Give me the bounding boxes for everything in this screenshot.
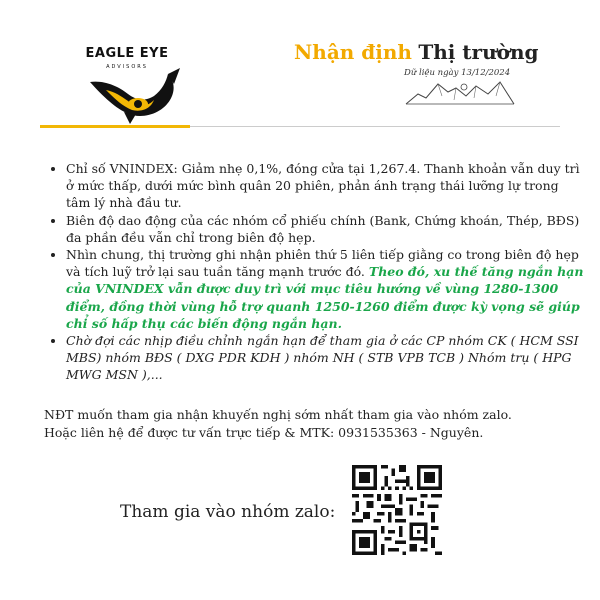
eagle-eye-logo xyxy=(84,40,184,128)
bullet-text: Chỉ số VNINDEX: Giảm nhẹ 0,1%, đóng cửa tại 1,267.4. Thanh khoản vẫn duy trì ở mức thấp, dưới mức bình quân 20 phiên, phản ánh trạng thái lưỡng lự trong tâm lý nhà đầu tư. xyxy=(66,161,580,211)
contact-line: NĐT muốn tham gia nhận khuyến nghị sớm nhất tham gia vào nhóm zalo. xyxy=(44,407,512,422)
title-part2: Thị trường xyxy=(418,40,539,64)
list-item xyxy=(66,212,586,246)
zalo-qr-code[interactable] xyxy=(352,465,442,555)
contact-line: Hoặc liên hệ để được tư vấn trực tiếp & MTK: 0931535363 - Nguyên. xyxy=(44,424,484,440)
logo-title: EAGLE EYE xyxy=(85,46,169,61)
list-item xyxy=(66,246,586,332)
header-divider-accent xyxy=(40,125,190,128)
title-part1: Nhận định xyxy=(294,40,412,64)
header-divider xyxy=(190,126,560,127)
bullet-text: Biên độ dao động của các nhóm cổ phiếu chính (Bank, Chứng khoán, Thép, BĐS) đa phần đều vẫn chỉ trong biên độ hẹp. xyxy=(66,212,580,245)
list-item xyxy=(66,332,586,384)
page-title xyxy=(294,40,538,64)
data-date: Dữ liệu ngày 13/12/2024 xyxy=(404,68,511,78)
bullet-text: Chờ đợi các nhịp điều chỉnh ngắn hạn để tham gia ở các CP nhóm CK ( HCM SSI MBS) nhóm BĐS ( DXG PDR KDH ) nhóm NH ( STB VPB TCB ) Nhóm trụ ( HPG MWG MSN ),... xyxy=(66,333,579,383)
bullet-text: Nhìn chung, thị trường ghi nhận phiên thứ 5 liên tiếp giằng co trong biên độ hẹp và tích luỹ trở lại sau tuần tăng mạnh trước đó. xyxy=(66,247,579,280)
list-item xyxy=(66,160,586,212)
trend-highlight: Theo đó, xu thế tăng ngắn hạn của VNINDEX vẫn được duy trì với mục tiêu hướng về vùng 1280-1300 điểm, đồng thời vùng hỗ trợ quanh 1250-1260 điểm được kỳ vọng sẽ giúp chỉ số hấp thụ các biến động ngắn hạn. xyxy=(66,264,584,331)
analysis-list xyxy=(44,160,586,384)
mountains-icon xyxy=(404,76,516,108)
eagle-eye-icon xyxy=(84,40,184,128)
logo-subtitle: ADVISORS xyxy=(106,64,148,70)
zalo-label: Tham gia vào nhóm zalo: xyxy=(120,502,336,522)
contact-info xyxy=(44,406,564,441)
